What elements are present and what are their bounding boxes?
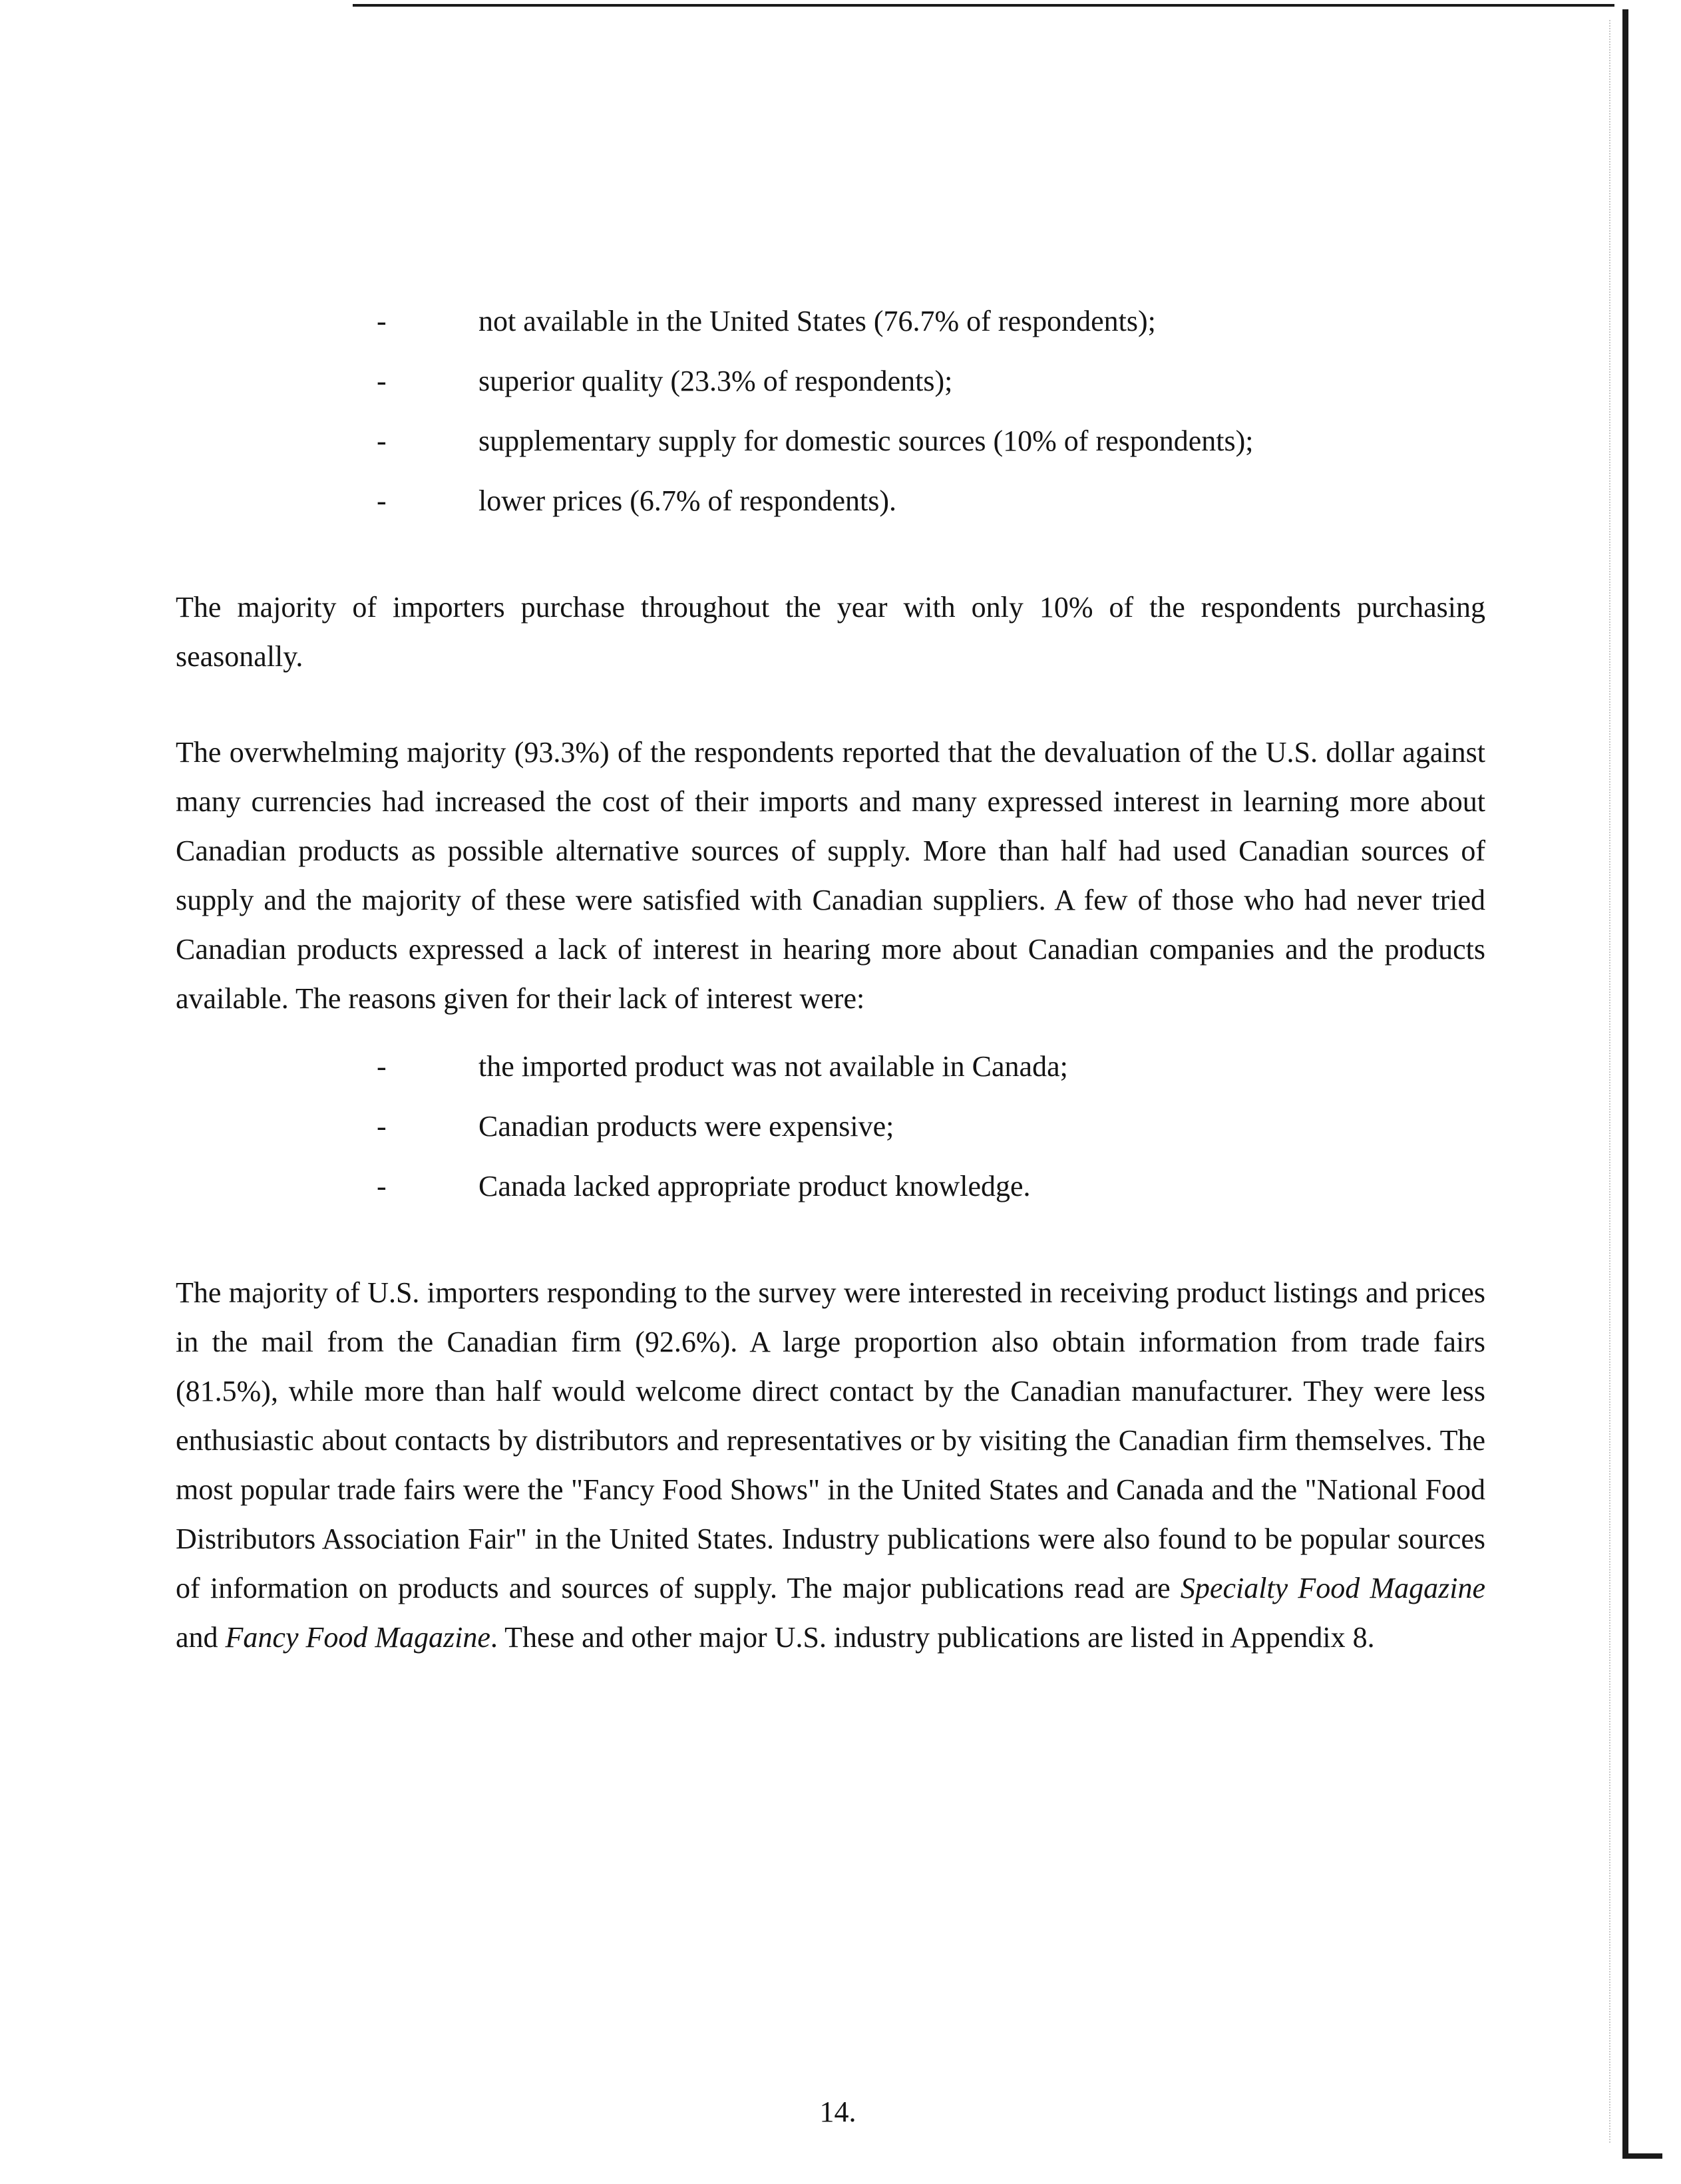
publication-title: Fancy Food Magazine <box>225 1621 490 1654</box>
page-content <box>176 306 1485 1662</box>
list-item <box>176 306 1463 337</box>
paragraph-text: . These and other major U.S. industry publications are listed in Appendix 8. <box>490 1621 1375 1654</box>
paragraph-information-sources <box>176 1268 1485 1662</box>
bullet-dash: - <box>377 1110 387 1143</box>
list-item-text: not available in the United States (76.7% of respondents); <box>478 305 1156 337</box>
paragraph-devaluation: The overwhelming majority (93.3%) of the respondents reported that the devaluation of the U.S. dollar against many currencies had increased the cost of their imports and many expressed interest in learning more about Canadian products as possible alternative sources of supply. More than half had used Canadian sources of supply and the majority of these were satisfied with Canadian suppliers. A few of those who had never tried Canadian products expressed a lack of interest in hearing more about Canadian companies and the products available. The reasons given for their lack of interest were: <box>176 736 1485 1015</box>
bullet-dash: - <box>377 305 387 337</box>
bullet-dash: - <box>377 365 387 397</box>
top-scan-rule <box>353 4 1614 7</box>
list-item-text: Canadian products were expensive; <box>478 1110 894 1143</box>
list-item <box>176 1171 1463 1202</box>
bullet-dash: - <box>377 484 387 517</box>
bullet-dash: - <box>377 1170 387 1202</box>
binding-edge <box>1622 9 1628 2159</box>
publication-title: Specialty Food Magazine <box>1180 1572 1485 1604</box>
paragraph-text: and <box>176 1621 226 1654</box>
binding-foot <box>1622 2153 1662 2159</box>
bullet-dash: - <box>377 1050 387 1083</box>
page-number-footer <box>0 2095 1681 2129</box>
binding-shadow <box>1609 20 1612 2143</box>
list-item-text: lower prices (6.7% of respondents). <box>478 484 897 517</box>
reasons-list <box>176 306 1485 516</box>
list-item <box>176 426 1463 456</box>
lack-of-interest-list <box>176 1051 1485 1202</box>
list-item-text: supplementary supply for domestic sources (10% of respondents); <box>478 425 1254 457</box>
list-item <box>176 1111 1463 1142</box>
list-item-text: the imported product was not available in Canada; <box>478 1050 1068 1083</box>
paragraph-text: The majority of U.S. importers responding to the survey were interested in receiving product listings and prices in the mail from the Canadian firm (92.6%). A large proportion also obtain information from trade fairs (81.5%), while more than half would welcome direct contact by the Canadian manufacturer. They were less enthusiastic about contacts by distributors and representatives or by visiting the Canadian firm themselves. The most popular trade fairs were the "Fancy Food Shows" in the United States and Canada and the "National Food Distributors Association Fair" in the United States. Industry publications were also found to be popular sources of information on products and sources of supply. The major publications read are <box>176 1276 1485 1604</box>
list-item <box>176 366 1463 397</box>
list-item-text: Canada lacked appropriate product knowledge. <box>478 1170 1031 1202</box>
list-item <box>176 486 1463 516</box>
list-item-text: superior quality (23.3% of respondents); <box>478 365 953 397</box>
paragraph-seasonal-purchasing: The majority of importers purchase throughout the year with only 10% of the respondents purchasing seasonally. <box>176 591 1485 673</box>
list-item <box>176 1051 1463 1082</box>
page-number: 14. <box>819 2095 856 2128</box>
bullet-dash: - <box>377 425 387 457</box>
